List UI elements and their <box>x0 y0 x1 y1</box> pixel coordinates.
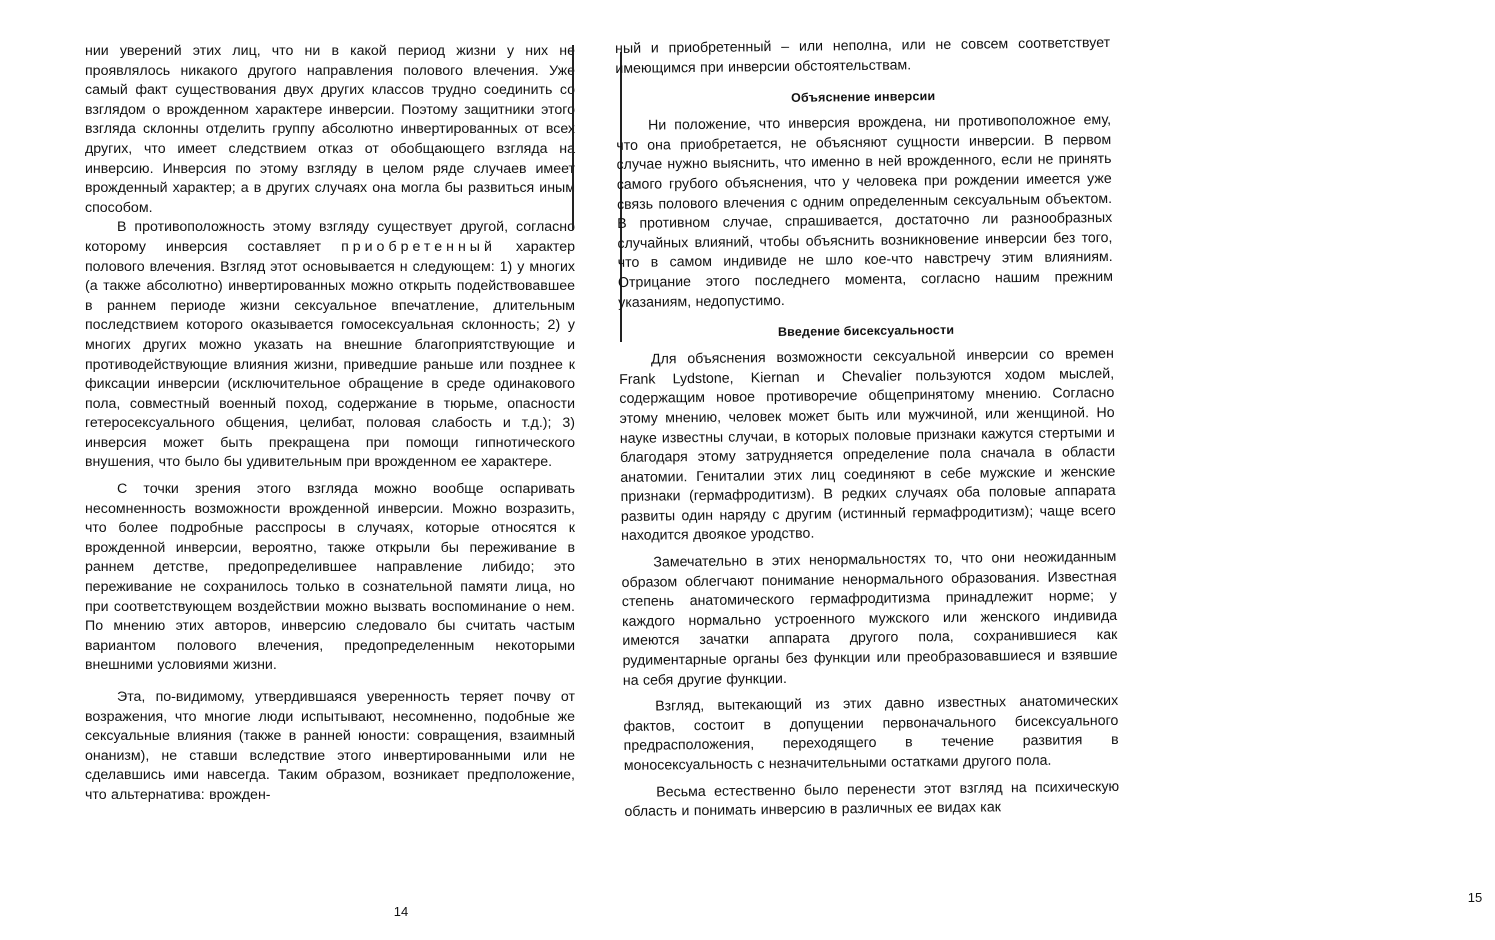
right-paragraph-4: Замечательно в этих ненормальностях то, что они неожиданным образом облегчают понимание ненормального образования. Известная степень анатомического гермафродитизма принадлежит норме; у каждого нормально устроенного мужского или женского индивида имеются зачатки аппарата другого пола, сохранившиеся как рудиментарные органы без функции или преобразовавшиеся и взявшие на себя другие функции. <box>621 548 1118 691</box>
right-paragraph-6: Весьма естественно было перенести этот взгляд на психическую область и понимать инверсию в различных ее видах как <box>624 777 1119 822</box>
right-paragraph-2: Ни положение, что инверсия врождена, ни противоположное ему, что она приобретается, не объясняют сущности инверсии. В первом случае нужно выяснить, что именно в ней врожденного, если не принять самого грубого объяснения, что у человека при рождении имеется уже связь полового влечения с одним определенным сексуальным объектом. В противном случае, спрашивается, достаточно ли разнообразных случайных влияний, чтобы объяснить возникновение инверсии без того, что в самом индивиде не шло кое-что навстречу этим влияниям. Отрицание этого последнего момента, согласно нашим прежним указаниям, недопустимо. <box>616 111 1113 313</box>
left-paragraph-3: С точки зрения этого взгляда можно вообще оспаривать несомненность возможности врожденной инверсии. Можно возразить, что более подробные расспросы в случаях, которые относятся к врожденной инверсии, вероятно, также открыли бы переживание в раннем детстве, предопределившее направление либидо; это переживание не сохранилось только в сознательной памяти лица, но при соответствующем воздействии можно вызвать воспоминание о нем. По мнению этих авторов, инверсию следовало бы считать частым вариантом полового влечения, предопределенным некоторыми внешними условиями жизни. <box>85 480 575 676</box>
heading-bisexuality-introduction: Введение бисексуальности <box>619 321 1114 341</box>
left-paragraph-2-lead: В противоположность этому взгляду существует другой, согласно которому инверсия составляет <box>85 219 575 255</box>
right-paragraph-5: Взгляд, вытекающий из этих давно известных анатомических фактов, состоит в допущении первоначального бисексуального предрасположения, переходящего в течение развития в моносексуальность с незначительными остатками другого пола. <box>623 692 1119 776</box>
right-page <box>615 0 1110 940</box>
left-page <box>85 0 575 940</box>
right-page-text <box>615 34 1120 823</box>
right-paragraph-3-lead: Для объяснения возможности сексуальной инверсии со времен <box>651 346 1114 368</box>
heading-inversion-explanation: Объяснение инверсии <box>616 87 1111 107</box>
page-number-left: 14 <box>381 904 421 919</box>
page-number-right: 15 <box>1455 890 1495 905</box>
left-paragraph-4: Эта, по-видимому, утвердившаяся уверенность теряет почву от возражения, что многие люди испытывают, несомненно, подобные же сексуальные влияния (также в ранней юности: совращения, взаимный онанизм), не ставши вследствие этого инвертированными или не сделавшись ими навсегда. Таким образом, возникает предположение, что альтернатива: врожден- <box>85 688 575 806</box>
left-paragraph-1: нии уверений этих лиц, что ни в какой период жизни у них не проявлялось никакого другого направления полового влечения. Уже самый факт существования двух других классов трудно соединить со взглядом о врожденном характере инверсии. Поэтому защитники этого взгляда склонны отделить группу абсолютно инвертированных от всех других, что имеет следствием отказ от обобщающего взгляда на инверсию. Инверсия по этому взгляду в целом ряде случаев имеет врожденный характер; а в других случаях она могла бы развиться иным способом. <box>85 42 575 218</box>
left-paragraph-2-rest: характер полового влечения. Взгляд этот основывается н следующем: 1) у многих (а также абсолютно) инвертированных можно открыть подействовавшее в раннем периоде жизни сексуальное впечатление, длительным последствием которого оказывается гомосексуальная склонность; 2) у многих других можно указать на внешние благоприятствующие и противодействующие влияния жизни, приведшие раньше или позднее к фиксации инверсии (исключительное обращение в среде одинакового пола, совместный военный поход, содержание в тюрьме, опасности гетеросексуального общения, целибат, половая слабость и т.д.); 3) инверсия может быть прекращена при помощи гипнотического внушения, что было бы удивительным при врожденном ее характере. <box>85 239 575 471</box>
left-paragraph-2-spaced-word: приобретенный <box>341 239 496 255</box>
left-page-text <box>85 42 575 806</box>
right-paragraph-3 <box>619 345 1116 547</box>
scan-margin-line-left <box>572 45 574 230</box>
right-paragraph-1: ный и приобретенный – или неполна, или не совсем соответствует имеющимся при инверсии обстоятельствам. <box>615 34 1110 79</box>
author-names: Frank Lydstone, Kiernan и Chevalier <box>619 368 902 387</box>
left-paragraph-2 <box>85 218 575 473</box>
right-paragraph-3-rest: пользуются ходом мыслей, содержащим новое противоречие общепринятому мнению. Согласно этому мнению, человек может быть или мужчиной, или женщиной. Но науке известны случаи, в которых половые признаки кажутся стертыми и благодаря этому затрудняется определение пола сначала в области анатомии. Гениталии этих лиц соединяют в себе мужские и женские признаки (гермафродитизм). В редких случаях оба половые аппарата развиты один наряду с другим (истинный гермафродитизм); чаще всего находится двоякое уродство. <box>619 366 1116 545</box>
